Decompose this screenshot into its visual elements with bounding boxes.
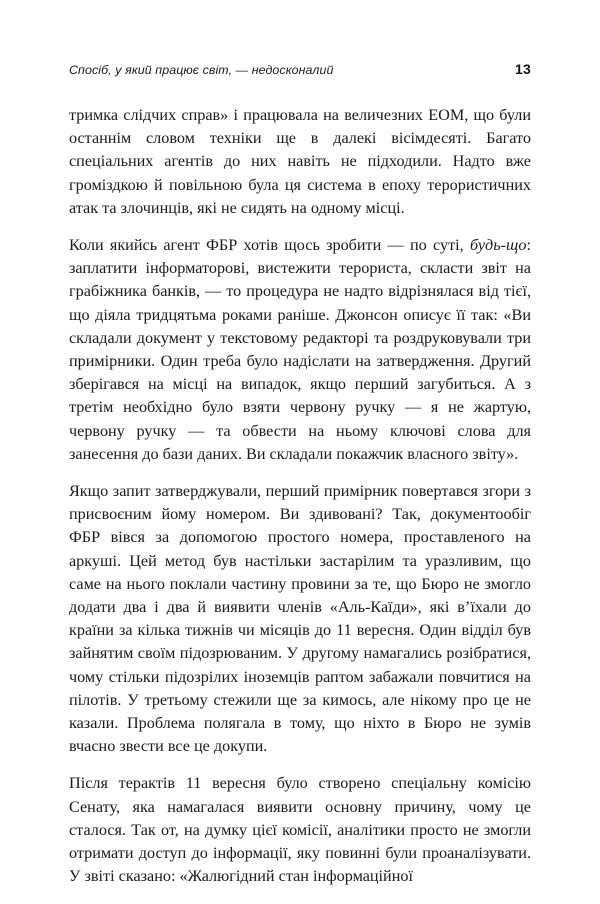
text-run: Коли якийсь агент ФБР хотів щось зробити — по суті,: [69, 236, 470, 255]
running-head: [69, 61, 531, 83]
paragraph: Після терактів 11 вересня було створено спеціальну комісію Сенату, яка намагалася виявити основну причину, чому це сталося. Так от, на думку цієї комісії, аналітики просто не змогли отримати доступ до інформації, яку повинні були проаналізувати. У звіті сказано: «Жалюгідний стан інформаційної: [69, 774, 531, 886]
text-run-italic: будь-що: [469, 236, 527, 255]
running-head-title: Спосіб, у який працює світ, — недосконалий: [69, 63, 334, 77]
paragraph: Якщо запит затверджували, перший примірник повертався згори з присвоєним йому номером. Ви здивовані? Так, документообіг ФБР вівся за допомогою простого номера, проставленого на аркуші. Цей метод був настільки застарілим та уразливим, що саме на нього поклали частину провини за те, що Бюро не змогло додати два і два й виявити членів «Аль-Каїди», які в’їхали до країни за кілька тижнів чи місяців до 11 вересня. Один відділ був зайнятим своїм підозрюваним. У другому намагались розібратися, чому стільки підозрілих іноземців раптом забажали повчитися на пілотів. У третьому стежили ще за кимось, але нікому про це не казали. Проблема полягала в тому, що ніхто в Бюро не зумів вчасно звести все це докупи.: [69, 482, 531, 756]
paragraph: [69, 234, 531, 466]
text-run: : заплатити інформаторові, вистежити терориста, скласти звіт на грабіжника банків, — то процедура не надто відрізнялася від тієї, що діяла тридцятьма роками раніше. Джонсон описує її так: «Ви складали документ у текстовому редакторі та роздруковували три примірники. Один треба було надіслати на затвердження. Другий зберігався на місці на випадок, якщо перший загубиться. А з третім необхідно було взяти червону ручку — я не жартую, червону ручку — та обвести на ньому ключові слова для занесення до бази даних. Ви складали покажчик власного звіту».: [69, 236, 531, 463]
body-text-block: [69, 104, 531, 889]
paragraph: тримка слідчих справ» і працювала на величезних ЕОМ, що були останнім словом техніки ще в далекі вісімдесяті. Багато спеціальних агентів до них навіть не підходили. Надто вже громіздкою й повільною була ця система в епоху терористичних атак та злочинців, які не сидять на одному місці.: [69, 106, 531, 217]
page-number: 13: [515, 61, 531, 77]
